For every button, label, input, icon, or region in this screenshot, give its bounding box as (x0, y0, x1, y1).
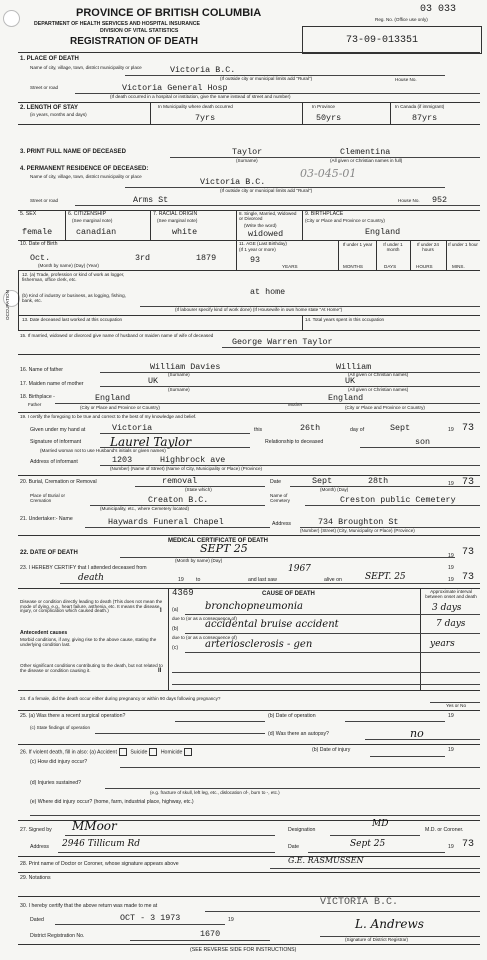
birthplace-value: England (365, 227, 401, 237)
underline (58, 852, 275, 853)
homicide-checkbox[interactable] (184, 748, 192, 756)
father-given-label: (All given or Christian names) (348, 372, 409, 377)
citizenship-value: canadian (76, 227, 117, 237)
md-coroner: M.D. or Coroner. (425, 827, 464, 833)
this-word: this (254, 427, 263, 433)
cause-b: accidental bruise accident (205, 619, 339, 630)
division-line: DIVISION OF VITAL STATISTICS (100, 28, 179, 34)
months-label: MONTHS (343, 264, 363, 269)
print-name-label: 28. Print name of Doctor or Coroner, whose signature appears above (20, 861, 179, 867)
dod-19: 19 (448, 553, 454, 559)
birthplace-hint: (City or Place and Province or Country) (305, 218, 385, 223)
findings-label: (c) State findings of operation (30, 725, 91, 730)
dob-label: 10. Date of Birth (20, 241, 58, 247)
father-surname-label: (Surname) (168, 372, 190, 377)
city-hint: (If outside city or municipal limits add "Rural") (220, 76, 313, 81)
cert-day: 26th (300, 423, 321, 433)
given-under: Given under my hand at (30, 427, 86, 433)
burial-label: 20. Burial, Cremation or Removal (20, 479, 97, 485)
designation-label: Designation (288, 827, 316, 833)
father-bp-label: Father (28, 402, 42, 407)
autopsy-label: (d) Was there an autopsy? (268, 731, 329, 737)
underline (305, 505, 480, 506)
residence-heading: 4. PERMANENT RESIDENCE OF DECEASED: (20, 166, 149, 172)
roman-i: I (160, 608, 162, 614)
burial-place: Creaton B.C. (148, 495, 209, 505)
corner-stamp: 03 033 (420, 4, 457, 15)
divider (18, 52, 480, 53)
res-city-label: Name of city, village, town, district municipality or place (30, 174, 142, 179)
divider (18, 856, 480, 857)
divider (18, 270, 19, 330)
underline (55, 403, 480, 404)
underline (100, 372, 480, 373)
divider (18, 588, 480, 589)
cause-left-3: Morbid conditions, if any, giving rise to the above cause, stating the underlying condition last. (20, 637, 157, 647)
operation-19: 19 (448, 713, 454, 719)
divider (18, 102, 480, 103)
cert-year: 73 (462, 423, 475, 434)
divider (302, 210, 303, 240)
stay-municipality: 7yrs (195, 113, 216, 123)
under-24h: If under 24 hours (417, 242, 439, 252)
burial-date-hint: (Month) (Day) (320, 487, 349, 492)
marital-hint: (Write the word) (244, 223, 277, 228)
underline (30, 815, 480, 816)
place-of-death-heading: 1. PLACE OF DEATH (20, 56, 79, 62)
surname-label: (Surname) (236, 158, 258, 163)
underline (85, 527, 270, 528)
divider (410, 240, 411, 270)
alive-on: SEPT. 25 (365, 572, 406, 582)
divider (18, 744, 480, 745)
age-label: 11. AGE (Last Birthday) (239, 241, 287, 246)
injury-19: 19 (448, 747, 454, 753)
underline (222, 347, 480, 348)
operation-date-label: (b) Date of operation (268, 713, 316, 719)
father-given: William (336, 362, 372, 372)
underline (130, 940, 270, 941)
sign-date: Sept 25 (350, 839, 386, 849)
divider (390, 102, 391, 124)
cause-c-label: (c) (172, 645, 179, 651)
informant-signature: Laurel Taylor (110, 435, 192, 449)
undertaker-name: Haywards Funeral Chapel (108, 517, 224, 527)
divider (338, 240, 339, 270)
divider (420, 588, 421, 690)
prov-label: In Province (312, 104, 335, 109)
underline (172, 684, 480, 685)
divider (18, 270, 480, 271)
day-of: day of (350, 427, 365, 433)
pregnancy-label: 24. If a female, did the death occur either during pregnancy or within 90 days following pregnancy? (20, 696, 221, 701)
cause-c: arteriosclerosis - gen (205, 639, 313, 650)
sign-date-label: Date (288, 844, 299, 850)
province-heading: PROVINCE OF BRITISH COLUMBIA (76, 7, 262, 19)
cause-left-1: Disease or condition directly leading to death (This does not mean the mode of dying, e.g., heart failure, asthenia, etc. It means the disease, injury, or complication which caused death.) (20, 599, 163, 614)
violent-text: 26. If violent death, fill in also: (a) Accident (20, 749, 117, 756)
physician-address-label: Address (30, 844, 50, 850)
registrar-certify: 30. I hereby certify that the above return was made to me at (20, 903, 158, 909)
underline (60, 583, 480, 584)
race-label: 7. RACIAL ORIGIN (153, 211, 198, 217)
cemetery-name: Creston public Cemetery (340, 495, 456, 505)
divider (18, 475, 480, 476)
undertaker-label: 21. Undertaker:- Name (20, 516, 73, 522)
occ-13: 13. Date deceased last worked at this occupation (22, 317, 123, 322)
spouse-label: 15. If married, widowed or divorced give name of husband or maiden name of wife of deceased (20, 333, 214, 338)
underline (172, 672, 480, 673)
burial-date-label: Date (270, 479, 281, 485)
res-house-label: House No. (398, 198, 420, 203)
underline (55, 924, 225, 925)
length-sub: (in years, months and days) (30, 112, 87, 117)
registrar-place: VICTORIA B.C. (320, 897, 399, 908)
mother-birthplace: England (328, 393, 364, 403)
suicide-text: Suicide (130, 749, 148, 756)
street-label: Street or road (30, 85, 59, 90)
dod-year: 73 (462, 547, 475, 558)
death-street: Victoria General Hosp (122, 83, 228, 93)
deceased-surname: Taylor (232, 147, 263, 157)
divider (376, 240, 377, 270)
dated-label: Dated (30, 917, 44, 923)
interval-b: 7 days (436, 619, 466, 629)
informant-place: Victoria (112, 423, 153, 433)
relationship-label: Relationship to deceased (265, 439, 324, 445)
res-house: 952 (432, 195, 448, 205)
cause-left-4: Other significant conditions contributing to the death, but not related to the disease or condition causing it. (20, 663, 163, 673)
divider (168, 588, 169, 690)
relationship-value: son (415, 437, 431, 447)
physician-address: 2946 Tillicum Rd (62, 839, 141, 849)
registrar-hint: (Signature of District Registrar) (345, 937, 409, 942)
attended-label: 23. I HEREBY CERTIFY that I attended deceased from (20, 565, 147, 571)
dod-hint: (Month by name) (Day) (175, 558, 223, 563)
father-birthplace: England (95, 393, 131, 403)
underline (185, 614, 480, 615)
divider (18, 354, 480, 355)
years-label: YEARS (282, 264, 298, 269)
designation-value: MD (372, 819, 389, 829)
underline (365, 739, 480, 740)
occ-14: 14. Total years spent in this occupation (305, 317, 385, 322)
cause-b-label: (b) (172, 626, 179, 632)
divider (65, 210, 66, 240)
alive-label: alive on (324, 577, 342, 583)
divider (18, 124, 480, 125)
approx-label: Approximate interval between onset and death (425, 589, 477, 599)
underline (170, 157, 480, 158)
race-hint: (See marginal note) (157, 218, 198, 223)
dob-month: Oct. (30, 253, 51, 263)
street-hint: (If death occurred in a hospital or institution, give the name instead of street and number) (110, 94, 291, 99)
citizenship-label: 6. CITIZENSHIP (68, 211, 107, 217)
dob-day: 3rd (135, 253, 151, 263)
under-year: If under 1 year (342, 242, 373, 247)
underline (270, 868, 480, 869)
medical-title: MEDICAL CERTIFICATE OF DEATH (168, 538, 268, 544)
informant-address-no: 1203 (112, 455, 133, 465)
dated-19: 19 (228, 917, 234, 923)
res-city: Victoria B.C. (200, 177, 266, 187)
underline (370, 756, 445, 757)
registrar-signature: L. Andrews (355, 917, 424, 931)
underline (290, 486, 480, 487)
occ-hint: (If labourer specify kind of work done) (If Housewife in own home state "At Home") (175, 307, 343, 312)
divider (302, 315, 303, 330)
mother-surname-label: (Surname) (168, 387, 190, 392)
underline (175, 721, 265, 722)
cause-number: 4369 (172, 588, 194, 598)
divider (18, 330, 480, 331)
mother-label: 17. Maiden name of mother (20, 381, 84, 387)
city-label: Name of city, village, town, district municipality or place (30, 65, 142, 70)
underline (120, 557, 455, 558)
underline (105, 788, 480, 789)
father-surname: William Davies (150, 362, 221, 372)
birthplace-label: 9. BIRTHPLACE (305, 211, 344, 217)
sex-value: female (22, 227, 53, 237)
occ-12a: 12. (a) Trade, profession or kind of work as logger, fisherman, office clerk, etc. (22, 272, 125, 282)
underline (120, 767, 480, 768)
state-which: (State which) (185, 487, 212, 492)
cause-a: bronchopneumonia (205, 601, 304, 612)
accident-checkbox[interactable] (119, 748, 127, 756)
dob-hint: (Month by name) (Day) (Year) (38, 263, 99, 268)
notations-label: 29. Notations (20, 875, 51, 881)
birthplace-parents-label: 18. Birthplace - (20, 394, 55, 400)
length-of-stay-heading: 2. LENGTH OF STAY (20, 105, 79, 111)
sign-year: 73 (462, 839, 475, 850)
muni-label: In Municipality where death occurred (158, 104, 233, 109)
certify-line: 19. I certify the foregoing to be true and correct to the best of my knowledge and belief. (20, 414, 197, 419)
underline (308, 852, 445, 853)
homicide-text: Homicide (160, 749, 183, 756)
burial-month: Sept (312, 476, 333, 486)
signature-label: Signature of informant (30, 439, 82, 445)
spouse-name: George Warren Taylor (232, 337, 333, 347)
hours-label: HOURS (416, 264, 433, 269)
house-label: House No. (395, 77, 417, 82)
death-city: Victoria B.C. (170, 65, 236, 75)
underline (185, 633, 480, 634)
citizenship-hint: (See marginal note) (72, 218, 113, 223)
sign-19: 19 (448, 844, 454, 850)
age-value: 93 (250, 255, 261, 265)
days-label: DAYS (384, 264, 397, 269)
informant-address-hint: (Number) (Name of Street) (Name of City, Municipality or Place) (Province) (110, 466, 263, 471)
occupation-side-label: OCCUPATION (5, 290, 10, 320)
suicide-checkbox[interactable] (149, 748, 157, 756)
father-label: 16. Name of father (20, 367, 63, 373)
underline (205, 911, 480, 912)
divider (236, 240, 237, 270)
dob-year: 1879 (196, 253, 217, 263)
res-street: Arms St (133, 195, 169, 205)
cause-heading: CAUSE OF DEATH (262, 591, 315, 597)
undertaker-address-label: Address (272, 521, 292, 527)
underline (345, 721, 445, 722)
under-month: If under 1 month (383, 242, 403, 252)
burial-place-hint: (Municipality, etc., where Cemetery located) (100, 506, 190, 511)
mother-bp-label: Mother (288, 402, 303, 407)
burial-place-label: Place of Burial or Cremation (30, 493, 65, 503)
bp-hint-father: (City or Place and Province or Country) (80, 405, 160, 410)
cert-month: Sept (390, 423, 411, 433)
divider (18, 690, 480, 691)
signed-by-label: 27. Signed by (20, 827, 52, 833)
injuries-hint: (e.g. fracture of skull, left leg, etc., dislocation of-, burn to -, etc.) (150, 790, 280, 795)
injury-where-label: (e) Where did injury occur? (home, farm, industrial place, highway, etc.) (30, 799, 194, 805)
race-value: white (172, 227, 198, 237)
stay-canada: 87yrs (412, 113, 438, 123)
occupation-value: at home (250, 287, 286, 297)
roman-ii: II (158, 668, 162, 674)
due-to-2: due to (or as a consequence of) (172, 635, 237, 640)
physician-signature: MMoor (72, 819, 117, 833)
department-line: DEPARTMENT OF HEALTH SERVICES AND HOSPITAL INSURANCE (34, 21, 200, 27)
surgery-label: 25. (a) Was there a recent surgical operation? (20, 713, 126, 719)
mother-surname: UK (148, 376, 159, 386)
attended-to: to (196, 577, 201, 583)
reg-no-label: Reg. No. (Office use only) (375, 17, 428, 22)
undertaker-address: 734 Broughton St (318, 517, 399, 527)
last-saw-label: and last saw (248, 577, 277, 583)
attended-from: death (78, 573, 104, 583)
cause-a-label: (a) (172, 607, 179, 613)
form-title: REGISTRATION OF DEATH (70, 36, 198, 47)
stay-province: 50yrs (316, 113, 342, 123)
dated-value: OCT - 3 1973 (120, 913, 181, 923)
full-name-heading: 3. PRINT FULL NAME OF DECEASED (20, 149, 126, 155)
due-to-1: due to (or as a consequence of) (172, 616, 237, 621)
underline (100, 386, 480, 387)
res-street-label: Street or road (30, 198, 59, 203)
attended-19b: 19 (178, 577, 184, 583)
pregnancy-hint: Yes or No (446, 703, 467, 708)
canada-label: In Canada (if immigrant) (395, 104, 445, 109)
interval-a: 3 days (432, 603, 462, 613)
occ-12b: (b) Kind of industry or business, as logging, fishing, bank, etc. (22, 293, 126, 303)
under-hour: If under 1 hour (448, 242, 478, 247)
injury-date-label: (b) Date of injury (312, 747, 351, 753)
injuries-label: (d) Injuries sustained? (30, 780, 82, 786)
informant-address-label: Address of informant (30, 459, 78, 465)
last-saw-year: 1967 (288, 564, 311, 574)
mother-given: UK (345, 376, 356, 386)
dod-label: 22. DATE OF DEATH (20, 550, 78, 556)
dod-value: SEPT 25 (200, 542, 248, 555)
cause-left-2: Antecedent causes (20, 630, 68, 636)
punch-hole (3, 10, 20, 27)
autopsy-value: no (410, 727, 424, 740)
informant-address-st: Highbrock ave (160, 455, 226, 465)
divider (18, 872, 480, 873)
res-city-hint: (If outside city or municipal limits add "Rural") (220, 188, 313, 193)
underline (75, 205, 480, 206)
district-reg-no: 1670 (200, 929, 221, 939)
divider (18, 535, 480, 536)
burial-day: 28th (368, 476, 389, 486)
attended-19: 19 (448, 565, 454, 571)
divider (150, 102, 151, 124)
printed-doctor-name: G.E. RASMUSSEN (288, 856, 364, 865)
underline (330, 835, 420, 836)
cemetery-label: Name of Cemetery (270, 493, 290, 503)
burial-value: removal (162, 476, 198, 486)
divider (18, 412, 480, 413)
alive-19: 19 (448, 577, 454, 583)
footer-note: (SEE REVERSE SIDE FOR INSTRUCTIONS) (190, 947, 297, 953)
underline (100, 433, 250, 434)
mins-label: MINS. (452, 264, 465, 269)
sex-label: 5. SEX (20, 211, 37, 217)
reg-no: 73-09-013351 (346, 35, 419, 46)
divider (18, 896, 480, 897)
res-stamp: 03-045-01 (300, 167, 357, 180)
district-reg-label: District Registration No. (30, 933, 85, 939)
underline (65, 835, 275, 836)
divider (18, 315, 480, 316)
marital-value: widowed (248, 229, 284, 239)
cert-19: 19 (448, 427, 454, 433)
violent-label (20, 748, 194, 756)
bp-hint-mother: (City or Place and Province or Country) (345, 405, 425, 410)
burial-year: 73 (462, 477, 475, 488)
sig-hint: (Married woman not to use Husband's initials or given names) (40, 448, 166, 453)
divider (150, 210, 151, 240)
underline (95, 733, 265, 734)
divider (446, 240, 447, 270)
underline (360, 447, 480, 448)
injury-how-label: (c) How did injury occur? (30, 759, 88, 765)
undertaker-address-hint: (Number) (Street) (City, Municipality or Place) (Province) (300, 528, 415, 533)
underline (185, 652, 480, 653)
interval-c: years (430, 639, 455, 649)
divider (236, 210, 237, 240)
divider (18, 710, 480, 711)
divider (302, 102, 303, 124)
burial-19: 19 (448, 481, 454, 487)
marital-label: 8. Single, Married, Widowed or Divorced (239, 211, 297, 221)
alive-year: 73 (462, 572, 475, 583)
deceased-given: Clementina (340, 147, 391, 157)
mother-given-label: (All given or Christian names) (348, 387, 409, 392)
age-hint: (If 1 year or more) (239, 247, 276, 252)
given-label: (All given or Christian names in full) (330, 158, 403, 163)
divider (18, 944, 480, 945)
